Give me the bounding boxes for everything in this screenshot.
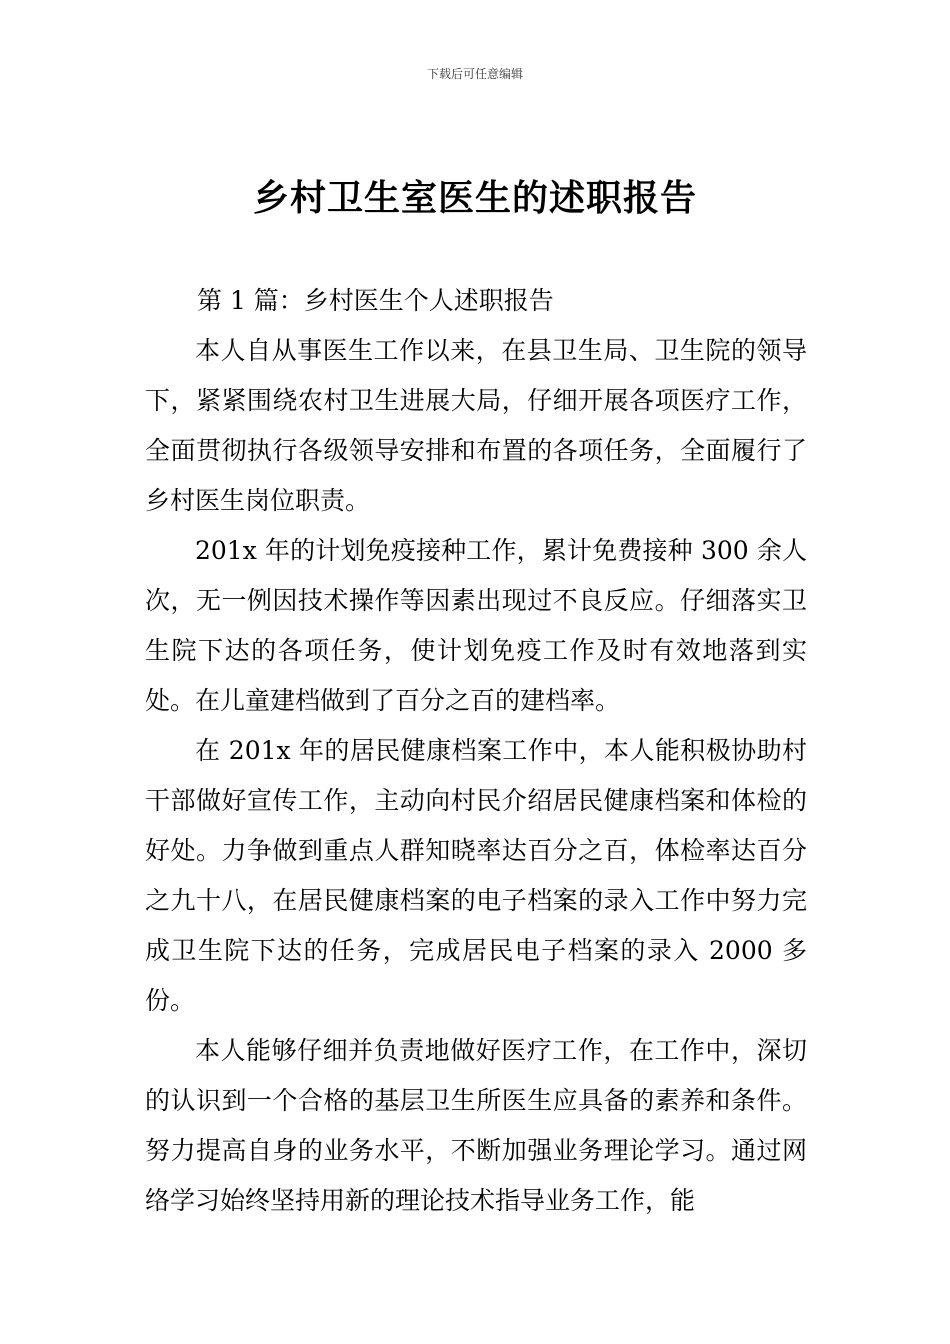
section-heading: 第 1 篇：乡村医生个人述职报告 <box>197 286 554 315</box>
header-note: 下载后可任意编辑 <box>426 67 523 81</box>
paragraph-1: 本人自从事医生工作以来，在县卫生局、卫生院的领导下，紧紧围绕农村卫生进展大局，仔细开展各项医疗工作，全面贯彻执行各级领导安排和布置的各项任务，全面履行了乡村医生岗位职责。 <box>145 336 807 515</box>
document-body <box>145 276 807 1226</box>
document-title: 乡村卫生室医生的述职报告 <box>252 178 697 219</box>
paragraph-3: 在 201x 年的居民健康档案工作中，本人能积极协助村干部做好宣传工作，主动向村民介绍居民健康档案和体检的好处。力争做到重点人群知晓率达百分之百，体检率达百分之九十八，在居民健康档案的电子档案的录入工作中努力完成卫生院下达的任务，完成居民电子档案的录入 2000 多份。 <box>145 736 807 1015</box>
paragraph-2: 201x 年的计划免疫接种工作，累计免费接种 300 余人次，无一例因技术操作等因素出现过不良反应。仔细落实卫生院下达的各项任务，使计划免疫工作及时有效地落到实处。在儿童建档做到了百分之百的建档率。 <box>145 536 807 715</box>
paragraph-4: 本人能够仔细并负责地做好医疗工作，在工作中，深切的认识到一个合格的基层卫生所医生应具备的素养和条件。努力提高自身的业务水平，不断加强业务理论学习。通过网络学习始终坚持用新的理论技术指导业务工作，能 <box>145 1036 807 1215</box>
